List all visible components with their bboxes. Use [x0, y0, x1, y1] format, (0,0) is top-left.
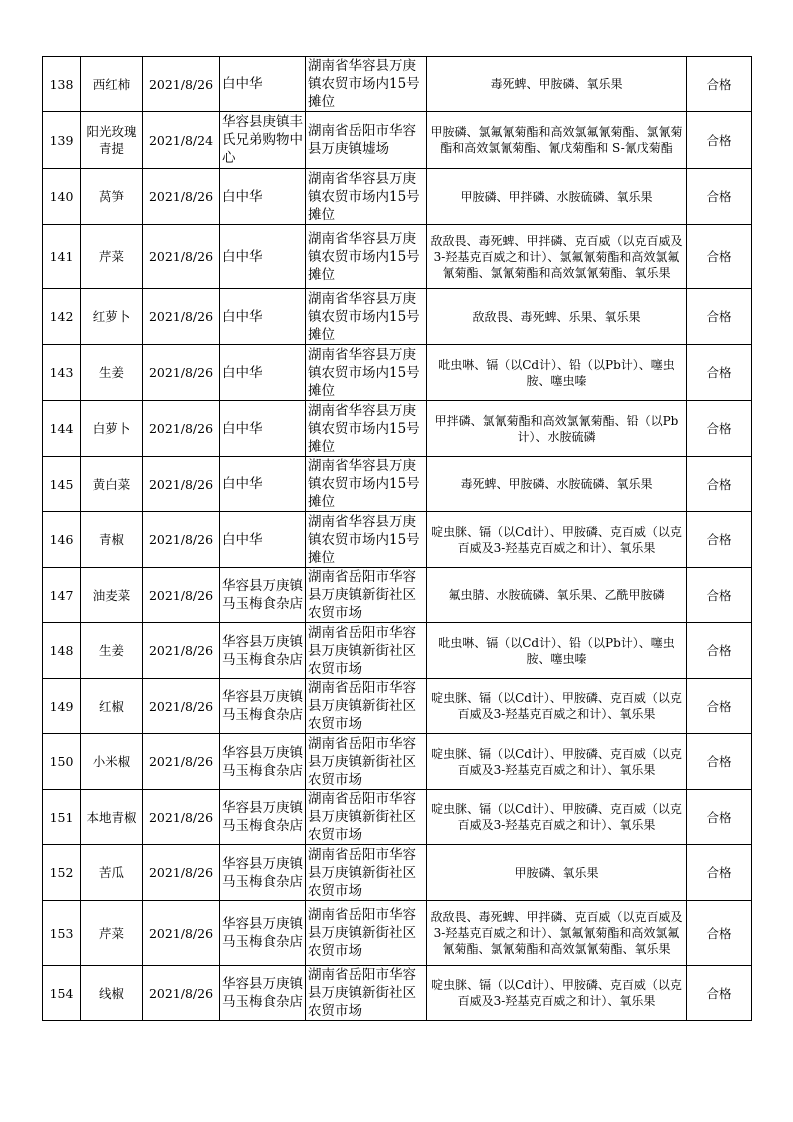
table-row	[43, 225, 752, 289]
sampling-date: 2021/8/26	[143, 790, 220, 845]
product-name: 线椒	[81, 966, 143, 1021]
vendor-address: 湖南省华容县万庚镇农贸市场内15号摊位	[306, 345, 427, 401]
vendor-name: 华容县万庚镇马玉梅食杂店	[220, 679, 306, 734]
test-result: 合格	[687, 845, 752, 901]
vendor-name: 白中华	[220, 169, 306, 225]
sampling-date: 2021/8/26	[143, 734, 220, 790]
sampling-date: 2021/8/26	[143, 225, 220, 289]
vendor-address: 湖南省岳阳市华容县万庚镇新街社区农贸市场	[306, 901, 427, 966]
test-result: 合格	[687, 512, 752, 568]
vendor-name: 白中华	[220, 457, 306, 512]
test-items: 吡虫啉、镉（以Cd计）、铅（以Pb计）、噻虫胺、噻虫嗪	[427, 623, 687, 679]
test-result: 合格	[687, 966, 752, 1021]
row-number: 146	[43, 512, 81, 568]
test-result: 合格	[687, 401, 752, 457]
vendor-address: 湖南省岳阳市华容县万庚镇新街社区农贸市场	[306, 568, 427, 623]
test-result: 合格	[687, 225, 752, 289]
row-number: 147	[43, 568, 81, 623]
vendor-address: 湖南省岳阳市华容县万庚镇新街社区农贸市场	[306, 966, 427, 1021]
row-number: 148	[43, 623, 81, 679]
test-items: 甲胺磷、氯氟氰菊酯和高效氯氟氰菊酯、氯氰菊酯和高效氯氰菊酯、氰戊菊酯和 S-氰戊菊酯	[427, 112, 687, 169]
table-row	[43, 623, 752, 679]
vendor-address: 湖南省岳阳市华容县万庚镇新街社区农贸市场	[306, 623, 427, 679]
test-result: 合格	[687, 169, 752, 225]
sampling-date: 2021/8/26	[143, 345, 220, 401]
sampling-date: 2021/8/26	[143, 901, 220, 966]
test-result: 合格	[687, 345, 752, 401]
test-items: 敌敌畏、毒死蜱、甲拌磷、克百威（以克百威及3-羟基克百威之和计）、氯氟氰菊酯和高效氯氟氰菊酯、氯氰菊酯和高效氯氰菊酯、氧乐果	[427, 901, 687, 966]
vendor-name: 华容县庚镇丰氏兄弟购物中心	[220, 112, 306, 169]
test-result: 合格	[687, 734, 752, 790]
vendor-name: 华容县万庚镇马玉梅食杂店	[220, 790, 306, 845]
row-number: 152	[43, 845, 81, 901]
vendor-address: 湖南省华容县万庚镇农贸市场内15号摊位	[306, 289, 427, 345]
test-result: 合格	[687, 901, 752, 966]
row-number: 149	[43, 679, 81, 734]
table-row	[43, 112, 752, 169]
test-items: 毒死蜱、甲胺磷、水胺硫磷、氧乐果	[427, 457, 687, 512]
table-row	[43, 790, 752, 845]
table-row	[43, 457, 752, 512]
vendor-address: 湖南省华容县万庚镇农贸市场内15号摊位	[306, 457, 427, 512]
product-name: 生姜	[81, 345, 143, 401]
test-items: 甲拌磷、氯氰菊酯和高效氯氰菊酯、铅（以Pb计）、水胺硫磷	[427, 401, 687, 457]
sampling-date: 2021/8/26	[143, 401, 220, 457]
sampling-date: 2021/8/26	[143, 568, 220, 623]
vendor-name: 华容县万庚镇马玉梅食杂店	[220, 568, 306, 623]
sampling-date: 2021/8/26	[143, 57, 220, 112]
sampling-date: 2021/8/26	[143, 457, 220, 512]
product-name: 红椒	[81, 679, 143, 734]
table-row	[43, 568, 752, 623]
test-items: 敌敌畏、毒死蜱、乐果、氧乐果	[427, 289, 687, 345]
table-row	[43, 845, 752, 901]
table-row	[43, 679, 752, 734]
test-result: 合格	[687, 623, 752, 679]
sampling-date: 2021/8/26	[143, 512, 220, 568]
product-name: 芹菜	[81, 225, 143, 289]
row-number: 144	[43, 401, 81, 457]
table-row	[43, 966, 752, 1021]
vendor-name: 白中华	[220, 57, 306, 112]
product-name: 红萝卜	[81, 289, 143, 345]
test-result: 合格	[687, 679, 752, 734]
row-number: 140	[43, 169, 81, 225]
test-result: 合格	[687, 289, 752, 345]
test-result: 合格	[687, 457, 752, 512]
vendor-name: 白中华	[220, 345, 306, 401]
vendor-address: 湖南省岳阳市华容县万庚镇新街社区农贸市场	[306, 790, 427, 845]
vendor-address: 湖南省岳阳市华容县万庚镇新街社区农贸市场	[306, 734, 427, 790]
vendor-address: 湖南省岳阳市华容县万庚镇新街社区农贸市场	[306, 845, 427, 901]
test-items: 啶虫脒、镉（以Cd计）、甲胺磷、克百威（以克百威及3-羟基克百威之和计）、氧乐果	[427, 679, 687, 734]
vendor-name: 白中华	[220, 401, 306, 457]
row-number: 145	[43, 457, 81, 512]
product-name: 莴笋	[81, 169, 143, 225]
table-row	[43, 345, 752, 401]
test-items: 啶虫脒、镉（以Cd计）、甲胺磷、克百威（以克百威及3-羟基克百威之和计）、氧乐果	[427, 790, 687, 845]
vendor-name: 华容县万庚镇马玉梅食杂店	[220, 966, 306, 1021]
row-number: 151	[43, 790, 81, 845]
test-items: 甲胺磷、氧乐果	[427, 845, 687, 901]
product-name: 芹菜	[81, 901, 143, 966]
test-items: 氟虫腈、水胺硫磷、氧乐果、乙酰甲胺磷	[427, 568, 687, 623]
row-number: 150	[43, 734, 81, 790]
product-name: 生姜	[81, 623, 143, 679]
vendor-address: 湖南省岳阳市华容县万庚镇新街社区农贸市场	[306, 679, 427, 734]
vendor-name: 华容县万庚镇马玉梅食杂店	[220, 845, 306, 901]
vendor-name: 白中华	[220, 289, 306, 345]
product-name: 青椒	[81, 512, 143, 568]
vendor-address: 湖南省华容县万庚镇农贸市场内15号摊位	[306, 512, 427, 568]
test-result: 合格	[687, 57, 752, 112]
sampling-date: 2021/8/26	[143, 845, 220, 901]
table-row	[43, 169, 752, 225]
sampling-date: 2021/8/26	[143, 289, 220, 345]
test-items: 甲胺磷、甲拌磷、水胺硫磷、氧乐果	[427, 169, 687, 225]
product-name: 油麦菜	[81, 568, 143, 623]
vendor-address: 湖南省华容县万庚镇农贸市场内15号摊位	[306, 401, 427, 457]
row-number: 142	[43, 289, 81, 345]
test-items: 吡虫啉、镉（以Cd计）、铅（以Pb计）、噻虫胺、噻虫嗪	[427, 345, 687, 401]
table-row	[43, 734, 752, 790]
vendor-address: 湖南省岳阳市华容县万庚镇墟场	[306, 112, 427, 169]
vendor-name: 白中华	[220, 512, 306, 568]
sampling-date: 2021/8/26	[143, 966, 220, 1021]
row-number: 141	[43, 225, 81, 289]
vendor-address: 湖南省华容县万庚镇农贸市场内15号摊位	[306, 57, 427, 112]
product-name: 苦瓜	[81, 845, 143, 901]
sampling-date: 2021/8/26	[143, 679, 220, 734]
sampling-date: 2021/8/24	[143, 112, 220, 169]
test-result: 合格	[687, 790, 752, 845]
vendor-name: 华容县万庚镇马玉梅食杂店	[220, 734, 306, 790]
row-number: 154	[43, 966, 81, 1021]
table-row	[43, 57, 752, 112]
product-name: 本地青椒	[81, 790, 143, 845]
test-items: 啶虫脒、镉（以Cd计）、甲胺磷、克百威（以克百威及3-羟基克百威之和计）、氧乐果	[427, 512, 687, 568]
inspection-results-table	[42, 56, 752, 1021]
sampling-date: 2021/8/26	[143, 169, 220, 225]
table-body	[43, 57, 752, 1021]
table-row	[43, 901, 752, 966]
product-name: 小米椒	[81, 734, 143, 790]
vendor-name: 白中华	[220, 225, 306, 289]
sampling-date: 2021/8/26	[143, 623, 220, 679]
row-number: 138	[43, 57, 81, 112]
test-items: 敌敌畏、毒死蜱、甲拌磷、克百威（以克百威及3-羟基克百威之和计）、氯氟氰菊酯和高效氯氟氰菊酯、氯氰菊酯和高效氯氰菊酯、氧乐果	[427, 225, 687, 289]
test-items: 啶虫脒、镉（以Cd计）、甲胺磷、克百威（以克百威及3-羟基克百威之和计）、氧乐果	[427, 966, 687, 1021]
product-name: 白萝卜	[81, 401, 143, 457]
vendor-address: 湖南省华容县万庚镇农贸市场内15号摊位	[306, 169, 427, 225]
product-name: 西红柿	[81, 57, 143, 112]
test-result: 合格	[687, 568, 752, 623]
vendor-name: 华容县万庚镇马玉梅食杂店	[220, 901, 306, 966]
table-row	[43, 401, 752, 457]
row-number: 143	[43, 345, 81, 401]
vendor-name: 华容县万庚镇马玉梅食杂店	[220, 623, 306, 679]
table-row	[43, 289, 752, 345]
test-items: 毒死蜱、甲胺磷、氧乐果	[427, 57, 687, 112]
product-name: 黄白菜	[81, 457, 143, 512]
product-name: 阳光玫瑰青提	[81, 112, 143, 169]
row-number: 139	[43, 112, 81, 169]
test-items: 啶虫脒、镉（以Cd计）、甲胺磷、克百威（以克百威及3-羟基克百威之和计）、氧乐果	[427, 734, 687, 790]
row-number: 153	[43, 901, 81, 966]
vendor-address: 湖南省华容县万庚镇农贸市场内15号摊位	[306, 225, 427, 289]
table-row	[43, 512, 752, 568]
test-result: 合格	[687, 112, 752, 169]
